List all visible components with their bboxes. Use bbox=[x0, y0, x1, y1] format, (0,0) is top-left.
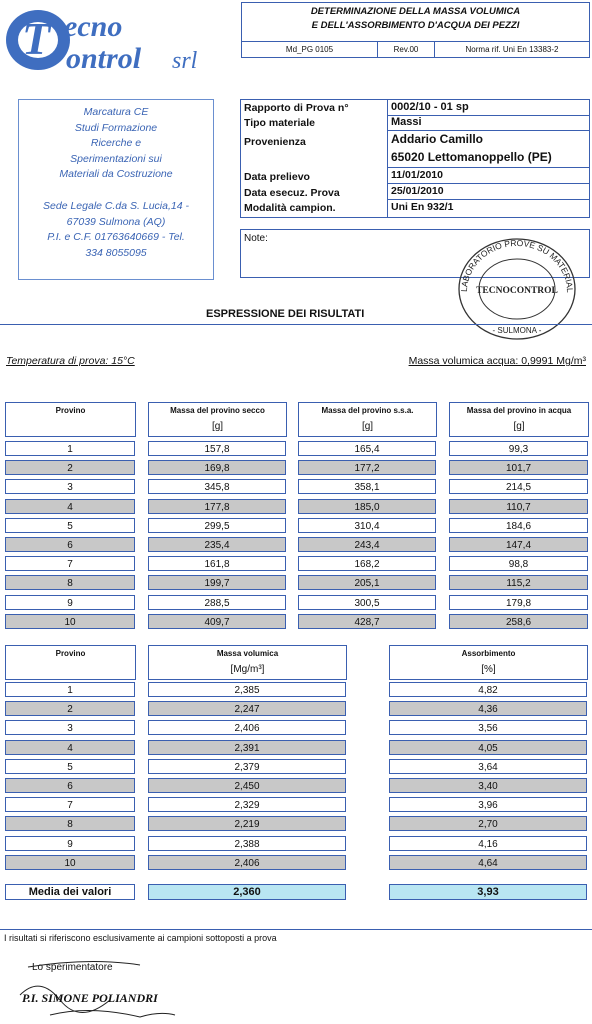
stamp-bottom-text: - SULMONA - bbox=[492, 326, 542, 335]
table1-cell: 3 bbox=[5, 479, 135, 494]
table1-cell: 115,2 bbox=[449, 575, 588, 590]
laboratory-stamp bbox=[455, 237, 580, 342]
table2-cell: 2,70 bbox=[389, 816, 587, 831]
handwritten-signature-icon bbox=[0, 955, 200, 1024]
table1-cell: 258,6 bbox=[449, 614, 588, 629]
company-line: Ricerche e bbox=[90, 137, 142, 149]
value-sampling-mode: Uni En 932/1 bbox=[391, 201, 454, 213]
company-logo bbox=[4, 2, 224, 82]
table2-cell: 1 bbox=[5, 682, 135, 697]
table1-cell: 1 bbox=[5, 441, 135, 456]
title-line2: E DELL'ASSORBIMENTO D'ACQUA DEI PEZZI bbox=[311, 20, 520, 31]
label-sampling-mode: Modalità campion. bbox=[244, 202, 336, 214]
table1-cell: 168,2 bbox=[298, 556, 436, 571]
company-info-box bbox=[18, 99, 214, 280]
table2-cell: 9 bbox=[5, 836, 135, 851]
table2-cell: 6 bbox=[5, 778, 135, 793]
table2-header-density: Massa volumica [Mg/m³] bbox=[148, 645, 347, 680]
table2-header-specimen: Provino bbox=[5, 645, 136, 680]
table2-cell: 3,40 bbox=[389, 778, 587, 793]
table2-cell: 4,05 bbox=[389, 740, 587, 755]
mean-label: Media dei valori bbox=[5, 884, 135, 900]
table2-cell: 3 bbox=[5, 720, 135, 735]
company-line: Materiali da Costruzione bbox=[59, 168, 173, 180]
company-address-line: 67039 Sulmona (AQ) bbox=[66, 215, 166, 228]
table1-header-dry-mass: Massa del provino secco [g] bbox=[148, 402, 287, 437]
mean-density: 2,360 bbox=[148, 884, 346, 900]
doc-code: Md_PG 0105 bbox=[242, 42, 378, 57]
value-report-no: 0002/10 - 01 sp bbox=[391, 101, 469, 113]
value-test-date: 25/01/2010 bbox=[391, 185, 444, 197]
table1-cell: 10 bbox=[5, 614, 135, 629]
table1-cell: 9 bbox=[5, 595, 135, 610]
table2-cell: 2,247 bbox=[148, 701, 346, 716]
stamp-ring-text: LABORATORIO PROVE SU MATERIAL bbox=[458, 237, 576, 293]
table1-cell: 169,8 bbox=[148, 460, 286, 475]
table1-cell: 177,2 bbox=[298, 460, 436, 475]
table1-cell: 101,7 bbox=[449, 460, 588, 475]
water-density: Massa volumica acqua: 0,9991 Mg/m³ bbox=[408, 355, 586, 367]
table2-cell: 2,391 bbox=[148, 740, 346, 755]
table1-cell: 99,3 bbox=[449, 441, 588, 456]
label-material-type: Tipo materiale bbox=[244, 117, 315, 129]
signature-role: Lo sperimentatore bbox=[32, 962, 113, 973]
table2-cell: 3,96 bbox=[389, 797, 587, 812]
section-title: ESPRESSIONE DEI RISULTATI bbox=[206, 308, 365, 320]
svg-text:LABORATORIO PROVE SU MATERIALI bbox=[455, 237, 575, 293]
logo-line2: ontrol bbox=[66, 42, 142, 75]
value-origin-1: Addario Camillo bbox=[391, 132, 484, 146]
table1-cell: 98,8 bbox=[449, 556, 588, 571]
table2-cell: 3,56 bbox=[389, 720, 587, 735]
footnote: I risultati si riferiscono esclusivamente ai campioni sottoposti a prova bbox=[4, 933, 277, 943]
table1-cell: 110,7 bbox=[449, 499, 588, 514]
label-sampling-date: Data prelievo bbox=[244, 171, 310, 183]
table2-cell: 4,64 bbox=[389, 855, 587, 870]
table2-cell: 5 bbox=[5, 759, 135, 774]
table2-cell: 8 bbox=[5, 816, 135, 831]
table1-cell: 409,7 bbox=[148, 614, 286, 629]
table1-cell: 185,0 bbox=[298, 499, 436, 514]
tecnocontrol-logo-icon bbox=[4, 2, 224, 82]
company-line: Sperimentazioni sui bbox=[70, 152, 162, 165]
mean-absorption: 3,93 bbox=[389, 884, 587, 900]
test-temperature: Temperatura di prova: 15°C bbox=[6, 355, 135, 367]
table1-cell: 179,8 bbox=[449, 595, 588, 610]
company-line: Marcatura CE bbox=[83, 106, 149, 118]
table2-cell: 4 bbox=[5, 740, 135, 755]
table1-cell: 2 bbox=[5, 460, 135, 475]
table2-cell: 10 bbox=[5, 855, 135, 870]
report-info-box bbox=[240, 99, 590, 218]
table2-cell: 7 bbox=[5, 797, 135, 812]
table2-cell: 4,36 bbox=[389, 701, 587, 716]
label-test-date: Data esecuz. Prova bbox=[244, 187, 340, 199]
doc-revision: Rev.00 bbox=[378, 42, 435, 57]
table1-cell: 358,1 bbox=[298, 479, 436, 494]
table2-cell: 2,388 bbox=[148, 836, 346, 851]
notes-label: Note: bbox=[244, 233, 268, 244]
table1-cell: 199,7 bbox=[148, 575, 286, 590]
table2-cell: 2,379 bbox=[148, 759, 346, 774]
table2-cell: 3,64 bbox=[389, 759, 587, 774]
table2-cell: 2,329 bbox=[148, 797, 346, 812]
table1-cell: 7 bbox=[5, 556, 135, 571]
document-codes bbox=[242, 41, 589, 57]
value-origin-2: 65020 Lettomanoppello (PE) bbox=[391, 150, 552, 164]
table1-cell: 243,4 bbox=[298, 537, 436, 552]
table1-cell: 428,7 bbox=[298, 614, 436, 629]
company-line: Studi Formazione bbox=[74, 121, 158, 134]
table2-cell: 2,406 bbox=[148, 720, 346, 735]
doc-norm: Norma rif. Uni En 13383-2 bbox=[465, 45, 559, 54]
stamp-seal-icon bbox=[455, 237, 580, 342]
logo-letter: T bbox=[22, 13, 51, 64]
table1-header-water-mass: Massa del provino in acqua [g] bbox=[449, 402, 589, 437]
table1-cell: 5 bbox=[5, 518, 135, 533]
table2-cell: 4,16 bbox=[389, 836, 587, 851]
table2-cell: 2 bbox=[5, 701, 135, 716]
label-report-no: Rapporto di Prova n° bbox=[244, 102, 349, 114]
table1-cell: 288,5 bbox=[148, 595, 286, 610]
table1-header-specimen: Provino bbox=[5, 402, 136, 437]
table2-cell: 4,82 bbox=[389, 682, 587, 697]
label-origin: Provenienza bbox=[244, 136, 306, 148]
table1-cell: 300,5 bbox=[298, 595, 436, 610]
stamp-center-text: TECNOCONTROL bbox=[476, 286, 558, 296]
company-address-line: Sede Legale C.da S. Lucia,14 - bbox=[43, 200, 189, 212]
table1-cell: 165,4 bbox=[298, 441, 436, 456]
table1-cell: 157,8 bbox=[148, 441, 286, 456]
table2-cell: 2,219 bbox=[148, 816, 346, 831]
value-sampling-date: 11/01/2010 bbox=[391, 169, 443, 181]
logo-line1: ecno bbox=[64, 10, 123, 43]
signature-name: P.I. SIMONE POLIANDRI bbox=[22, 991, 158, 1005]
table2-header-absorption: Assorbimento [%] bbox=[389, 645, 588, 680]
table1-cell: 310,4 bbox=[298, 518, 436, 533]
table1-cell: 6 bbox=[5, 537, 135, 552]
table1-cell: 299,5 bbox=[148, 518, 286, 533]
table1-cell: 184,6 bbox=[449, 518, 588, 533]
title-line1: DETERMINAZIONE DELLA MASSA VOLUMICA bbox=[310, 6, 521, 17]
table1-cell: 147,4 bbox=[449, 537, 588, 552]
table1-cell: 235,4 bbox=[148, 537, 286, 552]
table1-cell: 177,8 bbox=[148, 499, 286, 514]
table1-cell: 4 bbox=[5, 499, 135, 514]
table1-cell: 161,8 bbox=[148, 556, 286, 571]
table1-header-ssd-mass: Massa del provino s.s.a. [g] bbox=[298, 402, 437, 437]
logo-suffix: srl bbox=[172, 48, 198, 74]
table2-cell: 2,406 bbox=[148, 855, 346, 870]
results-section-header bbox=[0, 307, 592, 322]
table1-cell: 8 bbox=[5, 575, 135, 590]
table1-cell: 205,1 bbox=[298, 575, 436, 590]
value-material-type: Massi bbox=[391, 116, 422, 128]
table2-cell: 2,385 bbox=[148, 682, 346, 697]
company-address-line: P.I. e C.F. 01763640669 - Tel. bbox=[47, 231, 185, 243]
table1-cell: 345,8 bbox=[148, 479, 286, 494]
company-address-line: 334 8055095 bbox=[85, 246, 147, 259]
document-title-box bbox=[241, 2, 590, 58]
table2-cell: 2,450 bbox=[148, 778, 346, 793]
table1-cell: 214,5 bbox=[449, 479, 588, 494]
